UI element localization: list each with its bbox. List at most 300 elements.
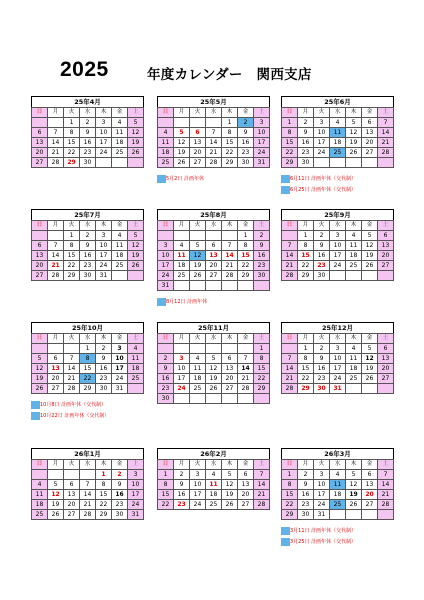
week-row [282,364,394,374]
week-row [158,281,270,291]
planned-leave-note [281,175,356,183]
weekday-header-row [282,460,394,470]
week-row [282,510,394,520]
day-cell: 24 [174,384,190,394]
day-cell: 3 [314,470,330,480]
day-cell: 17 [174,374,190,384]
day-cell [32,344,48,354]
day-cell: 27 [32,271,48,281]
weekday-label: 金 [362,108,378,118]
day-cell: 17 [314,490,330,500]
day-cell: 5 [128,231,144,241]
day-cell: 22 [96,500,112,510]
day-cell: 14 [48,251,64,261]
day-cell [346,271,362,281]
day-cell: 20 [206,261,222,271]
weekday-label: 水 [206,334,222,344]
weekday-label: 日 [282,334,298,344]
day-cell: 11 [174,251,190,261]
highlight-marker [31,412,40,420]
day-cell: 13 [222,364,238,374]
day-cell: 17 [254,138,270,148]
day-cell: 8 [80,354,96,364]
day-cell: 11 [128,354,144,364]
day-cell: 18 [112,251,128,261]
day-cell: 1 [298,344,314,354]
day-cell: 26 [346,500,362,510]
day-cell: 20 [362,490,378,500]
day-cell: 13 [362,480,378,490]
weekday-label: 月 [174,460,190,470]
day-cell: 27 [48,384,64,394]
day-cell: 28 [80,510,96,520]
day-cell: 24 [254,148,270,158]
weekday-label: 土 [128,460,144,470]
day-cell: 30 [238,158,254,168]
day-cell: 7 [48,128,64,138]
day-cell [206,344,222,354]
day-cell [32,118,48,128]
day-cell: 14 [282,364,298,374]
day-cell: 4 [174,241,190,251]
day-cell: 8 [298,241,314,251]
day-cell [222,344,238,354]
week-row [282,374,394,384]
day-cell: 31 [330,384,346,394]
day-cell: 8 [96,480,112,490]
day-cell: 8 [298,354,314,364]
weekday-label: 土 [254,460,270,470]
day-cell [128,158,144,168]
week-row [158,364,270,374]
day-cell: 1 [64,118,80,128]
weekday-label: 火 [190,334,206,344]
weekday-header-row [158,221,270,231]
day-cell [346,510,362,520]
day-cell: 15 [238,251,254,261]
day-cell: 3 [158,241,174,251]
day-cell: 7 [206,128,222,138]
weekday-label: 火 [64,460,80,470]
day-cell: 31 [158,281,174,291]
day-cell [254,281,270,291]
weekday-label: 日 [282,460,298,470]
day-cell: 27 [190,158,206,168]
day-cell: 21 [206,148,222,158]
day-cell: 15 [158,490,174,500]
day-cell: 11 [330,480,346,490]
day-cell: 9 [254,241,270,251]
day-cell: 17 [112,364,128,374]
day-cell: 29 [96,510,112,520]
day-cell: 2 [96,344,112,354]
day-cell: 15 [298,364,314,374]
day-cell: 15 [64,251,80,261]
planned-leave-note-text: 3月25日 計画年休（交代制） [290,539,357,545]
day-cell: 24 [314,500,330,510]
day-cell: 2 [298,118,314,128]
weekday-label: 金 [112,460,128,470]
week-row [32,158,144,168]
weekday-label: 日 [282,108,298,118]
day-cell: 3 [330,231,346,241]
day-cell: 26 [128,261,144,271]
day-cell: 18 [330,138,346,148]
day-cell: 14 [238,364,254,374]
day-cell: 5 [32,354,48,364]
day-cell: 13 [32,251,48,261]
day-cell: 2 [80,118,96,128]
week-row [282,261,394,271]
day-cell [362,158,378,168]
month-table [157,220,270,291]
day-cell: 18 [158,148,174,158]
day-cell: 17 [330,364,346,374]
week-row [282,470,394,480]
day-cell: 13 [238,480,254,490]
day-cell: 7 [282,241,298,251]
week-row [32,231,144,241]
day-cell [32,231,48,241]
day-cell: 13 [378,354,394,364]
day-cell: 14 [378,480,394,490]
weekday-label: 火 [190,108,206,118]
day-cell: 11 [346,241,362,251]
day-cell: 10 [158,251,174,261]
planned-leave-note-text: 10月8日 計画年休（交代制） [40,402,107,408]
month-title: 25年5月 [157,96,270,107]
day-cell: 30 [254,271,270,281]
day-cell: 9 [298,128,314,138]
day-cell: 19 [128,138,144,148]
day-cell [80,470,96,480]
day-cell: 23 [298,148,314,158]
day-cell: 12 [128,128,144,138]
day-cell: 26 [48,510,64,520]
day-cell: 22 [298,374,314,384]
day-cell: 29 [80,384,96,394]
weekday-label: 金 [362,334,378,344]
day-cell [314,158,330,168]
day-cell: 1 [64,231,80,241]
day-cell [330,510,346,520]
month-table [157,459,270,510]
planned-leave-note [281,186,356,194]
day-cell: 29 [298,271,314,281]
day-cell: 27 [362,148,378,158]
day-cell: 3 [174,354,190,364]
weekday-label: 火 [64,221,80,231]
month-title: 25年10月 [31,322,144,333]
month-calendar [31,322,144,394]
day-cell: 6 [378,344,394,354]
day-cell: 23 [314,374,330,384]
day-cell: 6 [32,241,48,251]
day-cell: 14 [378,128,394,138]
week-row [282,500,394,510]
day-cell: 22 [298,261,314,271]
day-cell [48,344,64,354]
day-cell: 14 [64,364,80,374]
highlight-marker [281,527,290,535]
month-calendar [281,448,394,520]
day-cell: 19 [174,148,190,158]
week-row [158,261,270,271]
day-cell: 12 [222,480,238,490]
day-cell: 23 [298,500,314,510]
week-row [32,261,144,271]
weekday-label: 土 [128,221,144,231]
day-cell: 7 [64,354,80,364]
day-cell: 22 [282,148,298,158]
day-cell: 28 [378,148,394,158]
planned-leave-note-text: 10月22日 計画年休（交代制） [40,413,110,419]
day-cell: 23 [80,261,96,271]
day-cell: 16 [158,374,174,384]
day-cell: 1 [298,231,314,241]
day-cell: 14 [254,480,270,490]
day-cell: 12 [190,251,206,261]
week-row [32,490,144,500]
week-row [32,138,144,148]
day-cell: 16 [298,490,314,500]
day-cell [174,231,190,241]
month-title: 25年6月 [281,96,394,107]
week-row [282,118,394,128]
day-cell: 26 [346,148,362,158]
day-cell: 17 [314,138,330,148]
week-row [158,354,270,364]
week-row [32,148,144,158]
day-cell: 9 [314,241,330,251]
day-cell: 10 [174,364,190,374]
day-cell: 28 [206,158,222,168]
week-row [32,384,144,394]
week-row [282,490,394,500]
planned-leave-note [281,527,356,535]
day-cell: 21 [222,261,238,271]
weekday-label: 土 [254,108,270,118]
weekday-label: 月 [298,334,314,344]
planned-leave-note-text: 3月11日 計画年休（交代制） [290,528,357,534]
day-cell: 27 [362,500,378,510]
day-cell: 3 [330,344,346,354]
day-cell [282,344,298,354]
day-cell: 13 [48,364,64,374]
calendar-year: 2025 [60,58,109,81]
weekday-label: 水 [80,334,96,344]
day-cell: 25 [346,261,362,271]
day-cell [48,118,64,128]
weekday-label: 木 [96,108,112,118]
weekday-label: 金 [238,334,254,344]
day-cell [128,271,144,281]
week-row [282,354,394,364]
day-cell: 1 [282,118,298,128]
week-row [282,384,394,394]
day-cell [96,158,112,168]
day-cell: 19 [362,364,378,374]
week-row [282,241,394,251]
week-row [158,251,270,261]
day-cell: 31 [128,510,144,520]
day-cell: 18 [346,364,362,374]
month-calendar [31,209,144,281]
day-cell: 30 [314,384,330,394]
day-cell: 1 [238,231,254,241]
day-cell: 12 [362,354,378,364]
day-cell: 27 [238,500,254,510]
day-cell: 21 [254,490,270,500]
day-cell: 23 [174,500,190,510]
day-cell [238,344,254,354]
weekday-label: 木 [96,460,112,470]
day-cell: 24 [330,374,346,384]
day-cell: 26 [174,158,190,168]
day-cell: 3 [314,118,330,128]
weekday-label: 日 [158,460,174,470]
day-cell: 5 [362,344,378,354]
week-row [32,118,144,128]
weekday-label: 水 [206,221,222,231]
day-cell: 12 [128,241,144,251]
day-cell: 19 [346,490,362,500]
weekday-label: 月 [48,108,64,118]
day-cell: 24 [158,271,174,281]
day-cell: 7 [378,470,394,480]
week-row [32,354,144,364]
day-cell: 2 [254,231,270,241]
week-row [282,128,394,138]
day-cell: 9 [96,354,112,364]
month-title: 25年4月 [31,96,144,107]
day-cell: 26 [206,384,222,394]
week-row [158,470,270,480]
day-cell: 29 [298,384,314,394]
day-cell: 20 [378,251,394,261]
month-calendar [31,448,144,520]
day-cell: 10 [314,480,330,490]
weekday-header-row [158,108,270,118]
weekday-label: 水 [330,221,346,231]
day-cell: 27 [378,261,394,271]
day-cell: 20 [362,138,378,148]
weekday-label: 水 [206,460,222,470]
day-cell: 5 [48,480,64,490]
day-cell: 9 [298,480,314,490]
day-cell [222,394,238,404]
day-cell: 24 [96,261,112,271]
day-cell: 25 [206,500,222,510]
day-cell: 14 [282,251,298,261]
weekday-label: 水 [80,460,96,470]
weekday-label: 木 [346,460,362,470]
day-cell: 11 [330,128,346,138]
day-cell: 27 [222,384,238,394]
week-row [32,470,144,480]
day-cell: 10 [96,241,112,251]
day-cell: 5 [346,118,362,128]
day-cell: 7 [378,118,394,128]
day-cell: 18 [206,490,222,500]
month-table [281,107,394,168]
day-cell: 8 [254,354,270,364]
day-cell: 25 [330,500,346,510]
planned-leave-note [157,298,207,306]
day-cell: 12 [206,364,222,374]
weekday-label: 木 [96,221,112,231]
day-cell: 16 [80,251,96,261]
weekday-label: 月 [174,221,190,231]
day-cell: 10 [112,354,128,364]
month-table [31,220,144,281]
month-title: 26年1月 [31,448,144,459]
day-cell: 8 [282,480,298,490]
day-cell: 7 [254,470,270,480]
week-row [282,148,394,158]
day-cell [282,231,298,241]
day-cell: 6 [378,231,394,241]
day-cell: 1 [282,470,298,480]
day-cell: 19 [362,251,378,261]
week-row [158,118,270,128]
day-cell: 9 [314,354,330,364]
day-cell: 6 [362,470,378,480]
day-cell: 2 [314,231,330,241]
day-cell: 28 [222,271,238,281]
day-cell: 3 [128,470,144,480]
day-cell: 28 [254,500,270,510]
weekday-label: 火 [314,221,330,231]
day-cell: 4 [128,344,144,354]
day-cell: 8 [64,241,80,251]
day-cell: 27 [378,374,394,384]
day-cell [362,384,378,394]
day-cell: 16 [96,364,112,374]
planned-leave-note [31,401,106,409]
weekday-label: 水 [206,108,222,118]
day-cell: 14 [48,138,64,148]
day-cell: 4 [330,118,346,128]
day-cell: 26 [190,271,206,281]
day-cell: 4 [158,128,174,138]
weekday-label: 木 [346,334,362,344]
month-calendar [157,448,270,510]
day-cell: 19 [346,138,362,148]
day-cell: 28 [48,271,64,281]
day-cell: 13 [206,251,222,261]
week-row [32,480,144,490]
weekday-label: 木 [222,221,238,231]
weekday-label: 火 [314,460,330,470]
day-cell: 9 [238,128,254,138]
day-cell: 4 [346,231,362,241]
day-cell: 20 [238,490,254,500]
day-cell: 29 [282,510,298,520]
day-cell: 10 [330,241,346,251]
page-header [0,58,424,84]
day-cell: 17 [158,261,174,271]
day-cell: 1 [80,344,96,354]
day-cell [190,344,206,354]
day-cell: 8 [238,241,254,251]
day-cell: 9 [112,480,128,490]
weekday-label: 水 [330,108,346,118]
day-cell: 1 [158,470,174,480]
day-cell: 5 [128,118,144,128]
day-cell: 10 [254,128,270,138]
day-cell: 28 [238,384,254,394]
